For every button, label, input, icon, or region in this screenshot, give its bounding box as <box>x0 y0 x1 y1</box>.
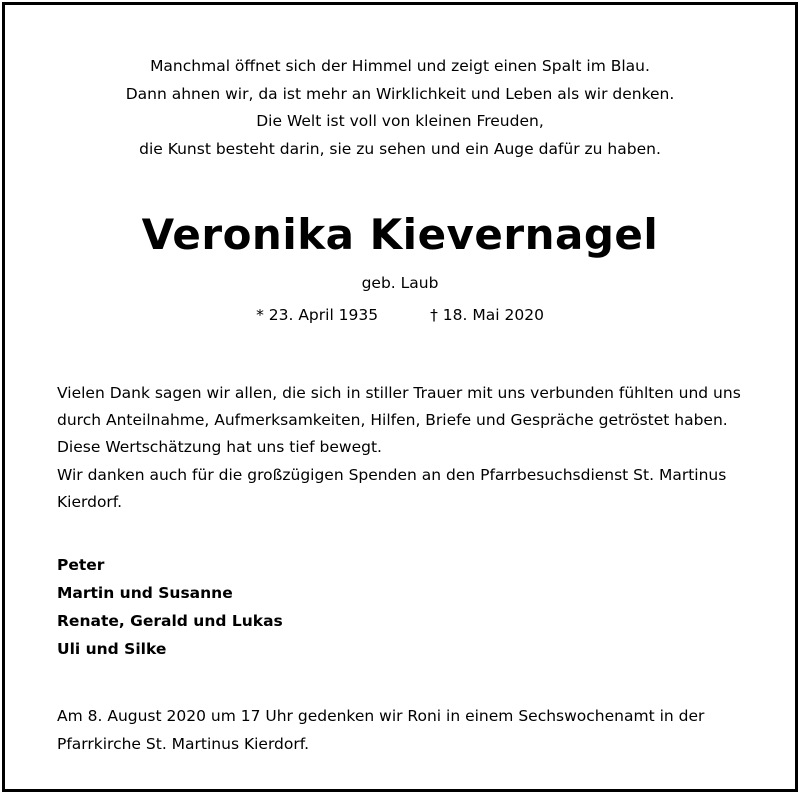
thanks-line: Diese Wertschätzung hat uns tief bewegt. <box>57 438 382 457</box>
thanks-line: Vielen Dank sagen wir allen, die sich in stiller Trauer mit uns verbunden fühlten und uns <box>57 384 741 402</box>
poem-line: Die Welt ist voll von kleinen Freuden, <box>256 112 544 130</box>
poem <box>5 53 795 163</box>
family-member: Peter <box>57 556 105 574</box>
memorial-line: Am 8. August 2020 um 17 Uhr gedenken wir Roni in einem Sechswochenamt in der <box>57 707 705 725</box>
memorial-notice <box>57 702 757 758</box>
death-date: † 18. Mai 2020 <box>430 306 544 324</box>
family-member: Renate, Gerald und Lukas <box>57 612 283 630</box>
thanks-line: Wir danken auch für die großzügigen Spenden an den Pfarrbesuchsdienst St. Martinus <box>57 465 727 484</box>
poem-line: Manchmal öffnet sich der Himmel und zeigt einen Spalt im Blau. <box>150 57 650 75</box>
deceased-name: Veronika Kievernagel <box>141 210 659 259</box>
family-list <box>57 551 283 663</box>
poem-line: die Kunst besteht darin, sie zu sehen und ein Auge dafür zu haben. <box>139 139 661 158</box>
family-member: Uli und Silke <box>57 640 167 658</box>
maiden-name: geb. Laub <box>361 274 439 292</box>
family-member: Martin und Susanne <box>57 584 233 602</box>
poem-line: Dann ahnen wir, da ist mehr an Wirklichkeit und Leben als wir denken. <box>125 84 675 103</box>
obituary-frame <box>2 2 798 792</box>
birth-date: * 23. April 1935 <box>256 306 379 324</box>
thanks-line: durch Anteilnahme, Aufmerksamkeiten, Hilfen, Briefe und Gespräche getröstet haben. <box>57 411 728 430</box>
thanks-text <box>57 380 757 516</box>
memorial-line: Pfarrkirche St. Martinus Kierdorf. <box>57 735 310 753</box>
life-dates <box>5 303 795 327</box>
thanks-line: Kierdorf. <box>57 492 123 511</box>
